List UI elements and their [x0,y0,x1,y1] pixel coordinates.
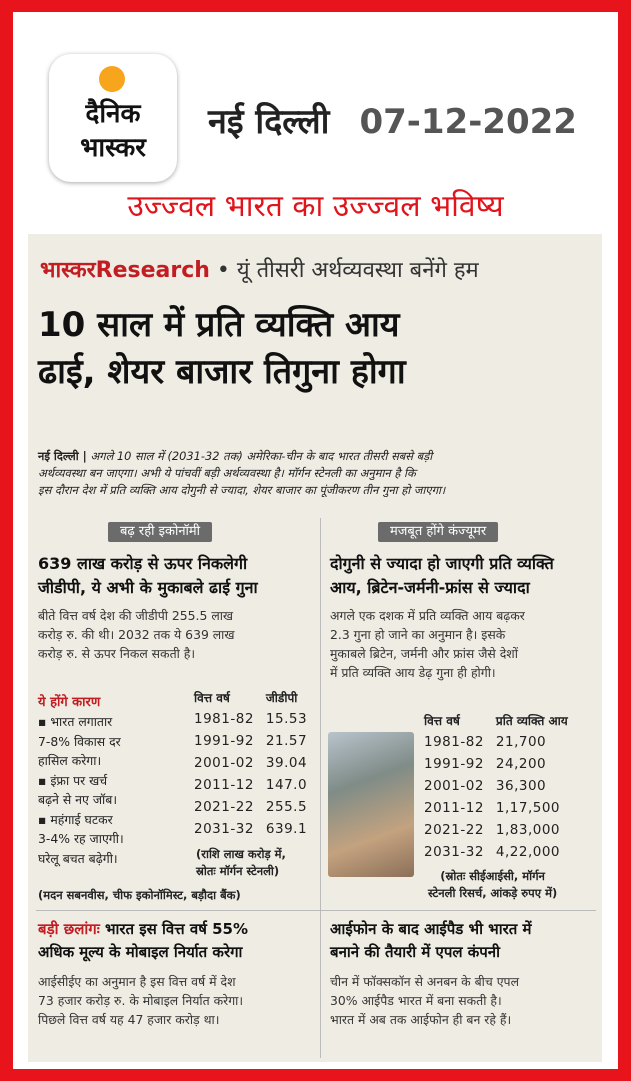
intro-place: नई दिल्ली | [38,449,87,463]
date-label: 07-12-2022 [359,102,577,142]
mobile-export-tag: बड़ी छलांगः [38,920,100,938]
mobile-export-body-line-1: आईसीईए का अनुमान है इस वित्त वर्ष में देश [38,974,236,989]
reason-line: 3-4% रह जाएगी। [38,831,124,846]
mobile-export-head-line-1: भारत इस वित्त वर्ष 55% [99,920,248,938]
expert-credit: (मदन सबनवीस, चीफ इकोनॉमिस्ट, बड़ौदा बैंक) [38,888,241,902]
table-cell: 24,200 [495,756,547,772]
table-cell: 2031-32 [194,821,254,837]
note-line-2: स्रोतः मॉर्गन स्टेनली) [196,864,280,878]
table-header-row [188,686,313,708]
table-row [418,775,574,797]
table-cell: 1981-82 [424,734,484,750]
headline [38,302,598,396]
mobile-export-body-line-3: पिछले वित्त वर्ष यह 47 हजार करोड़ था। [38,1012,220,1027]
right-subhead-line-2: आय, ब्रिटेन-जर्मनी-फ्रांस से ज्यादा [330,578,530,597]
gdp-table [188,686,313,840]
table-cell: 2011-12 [194,777,254,793]
table-row [188,774,313,796]
sun-icon [99,66,125,92]
reason-line: बढ़ने से नए जॉब। [38,792,118,807]
table-cell: 1,17,500 [495,800,561,816]
kicker-tag: Research [95,258,210,283]
table-cell: 1991-92 [424,756,484,772]
table-cell: 36,300 [495,778,547,794]
table-cell: 21,700 [495,734,547,750]
mobile-export-head-line-2: अधिक मूल्य के मोबाइल निर्यात करेगा [38,943,243,961]
table-row [418,819,574,841]
table-cell: 2011-12 [424,800,484,816]
mobile-export-headline [38,918,318,964]
ipad-headline [330,918,600,964]
gdp-table-note [196,846,286,880]
table-row [418,841,574,863]
table-row [188,708,313,730]
mobile-export-body [38,972,318,1029]
table-cell: 4,22,000 [495,844,561,860]
intro-line-3: इस दौरान देश में प्रति व्यक्ति आय दोगुनी से ज्यादा, शेयर बाजार का पूंजीकरण तीन गुना हो जाएगा। [38,483,446,497]
intro-paragraph [38,448,594,499]
column-divider [320,518,321,1058]
table-cell: 639.1 [265,821,308,837]
table-cell: 2031-32 [424,844,484,860]
income-table-note [428,868,557,902]
kicker [40,254,479,284]
table-cell: 1,83,000 [495,822,561,838]
left-body-line-2: करोड़ रु. की थी। 2032 तक ये 639 लाख [38,627,235,642]
section-divider [36,910,596,911]
left-body-line-3: करोड़ रु. से ऊपर निकल सकती है। [38,646,196,661]
ipad-head-line-2: बनाने की तैयारी में एपल कंपनी [330,943,500,961]
ipad-body-line-2: 30% आईपैड भारत में बना सकती है। [330,993,502,1008]
logo-line-1: दैनिक [85,99,141,129]
reason-line: घरेलू बचत बढ़ेगी। [38,850,118,866]
table-cell: 147.0 [265,777,308,793]
dateline [208,97,577,143]
table-cell: 2001-02 [194,755,254,771]
table-row [418,753,574,775]
newspaper-clipping [28,234,602,1062]
right-story [330,552,600,682]
table-cell: 15.53 [265,711,308,727]
note-line-2: स्टेनली रिसर्च, आंकड़े रुपए में) [428,886,558,900]
per-capita-income-table [418,709,574,863]
intro-line-2: अर्थव्यवस्था बन जाएगा। अभी ये पांचवीं बड़ी अर्थव्यवस्था है। मॉर्गन स्टेनली का अनुमान है कि [38,466,416,480]
kicker-sub: • यूं तीसरी अर्थव्यवस्था बनेंगे हम [209,258,479,283]
left-body [38,606,318,663]
slogan: उज्ज्वल भारत का उज्ज्वल भविष्य [127,189,504,224]
right-body [330,606,600,682]
left-body-line-1: बीते वित्त वर्ष देश की जीडीपी 255.5 लाख [38,608,234,623]
logo-line-2: भास्कर [80,133,146,163]
table-cell: 21.57 [265,733,308,749]
table-cell: 1981-82 [194,711,254,727]
right-body-line-2: 2.3 गुना हो जाने का अनुमान है। इसके [330,627,506,642]
reason-line: 7-8% विकास दर [38,733,121,749]
table-header: प्रति व्यक्ति आय [495,713,568,728]
ipad-head-line-1: आईफोन के बाद आईपैड भी भारत में [330,920,532,938]
right-body-line-1: अगले एक दशक में प्रति व्यक्ति आय बढ़कर [330,608,525,623]
headline-line-1: 10 साल में प्रति व्यक्ति आय [38,305,400,345]
right-subhead-line-1: दोगुनी से ज्यादा हो जाएगी प्रति व्यक्ति [330,554,554,573]
left-story [38,552,318,663]
table-header-row [418,709,574,731]
right-section-pill: मजबूत होंगे कंज्यूमर [378,522,498,542]
ipad-body-line-1: चीन में फॉक्सकॉन से अनबन के बीच एपल [330,974,519,989]
right-body-line-3: मुकाबले ब्रिटेन, जर्मनी और फ्रांस जैसे देशों [330,646,518,661]
city-label: नई दिल्ली [208,102,330,142]
reason-line: ▪ महंगाई घटकर [38,811,113,827]
note-line-1: (स्रोतः सीईआईसी, मॉर्गन [440,869,545,883]
table-row [418,731,574,753]
kicker-brand: भास्कर [40,258,96,283]
left-subhead [38,552,318,600]
headline-line-2: ढाई, शेयर बाजार तिगुना होगा [38,352,406,392]
table-cell: 2021-22 [424,822,484,838]
reason-line: हासिल करेगा। [38,753,102,768]
table-cell: 1991-92 [194,733,254,749]
table-row [418,797,574,819]
dainik-bhaskar-logo [49,54,177,182]
reasons-title: ये होंगे कारण [38,695,101,710]
table-header: जीडीपी [265,690,298,705]
table-header: वित्त वर्ष [424,713,460,728]
reason-line: ▪ इंफ्रा पर खर्च [38,772,108,788]
table-row [188,818,313,840]
right-subhead [330,552,600,600]
currency-notes-photo [328,732,414,877]
left-subhead-line-2: जीडीपी, ये अभी के मुकाबले ढाई गुना [38,578,258,597]
table-row [188,752,313,774]
table-cell: 255.5 [265,799,308,815]
intro-line-1: अगले 10 साल में (2031-32 तक) अमेरिका-चीन के बाद भारत तीसरी सबसे बड़ी [86,449,433,463]
note-line-1: (राशि लाख करोड़ में, [196,847,286,861]
mobile-export-body-line-2: 73 हजार करोड़ रु. के मोबाइल निर्यात करेगा। [38,993,244,1008]
left-subhead-line-1: 639 लाख करोड़ से ऊपर निकलेगी [38,554,248,573]
table-row [188,730,313,752]
table-cell: 39.04 [265,755,308,771]
right-body-line-4: में प्रति व्यक्ति आय डेढ़ गुना ही होगी। [330,665,496,680]
reason-line: ▪ भारत लगातार [38,714,113,729]
table-header: वित्त वर्ष [194,690,230,705]
ipad-body [330,972,600,1029]
table-row [188,796,313,818]
table-cell: 2001-02 [424,778,484,794]
ipad-body-line-3: भारत में अब तक आईफोन ही बन रहे हैं। [330,1012,512,1027]
table-cell: 2021-22 [194,799,254,815]
left-section-pill: बढ़ रही इकोनॉमी [108,522,212,542]
reasons-list [38,712,198,868]
page-frame [13,12,618,1069]
